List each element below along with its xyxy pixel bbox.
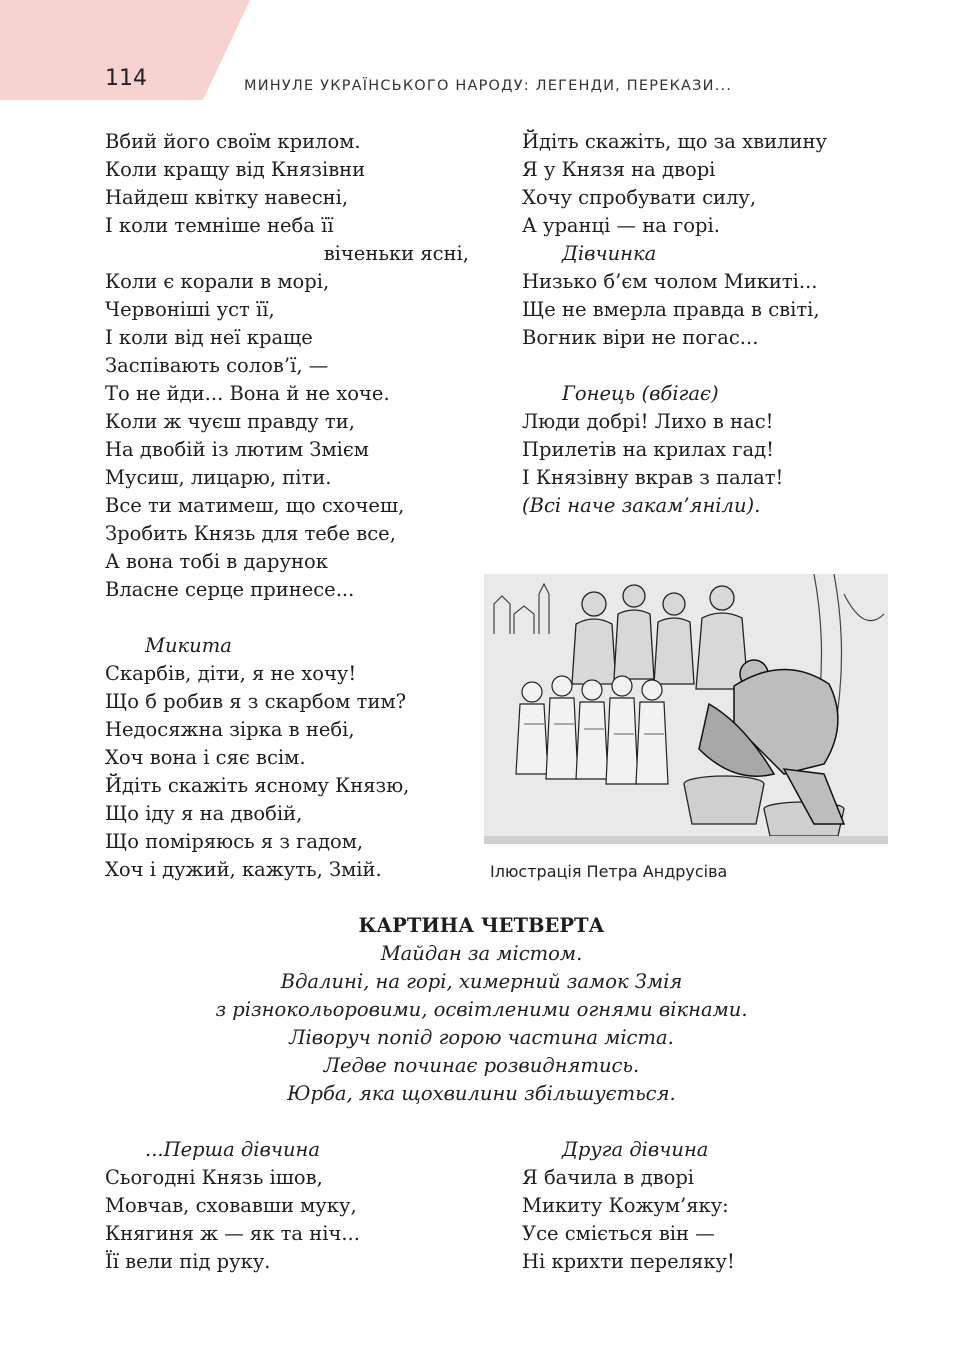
verse-line: Її вели під руку. <box>105 1250 271 1273</box>
verse-line: Скарбів, діти, я не хочу! <box>105 662 357 685</box>
verse-line: Власне серце принесе... <box>105 578 355 601</box>
stage-direction-line: Юрба, яка щохвилини збільшується. <box>287 1082 676 1105</box>
verse-line: А уранці — на горі. <box>522 214 720 237</box>
verse-line: Прилетів на крилах гад! <box>522 438 774 461</box>
verse-line: Коли ж чуєш правду ти, <box>105 410 355 433</box>
stage-direction-line: з різнокольоровими, освітленими огнями вікнами. <box>215 998 748 1021</box>
right-column <box>522 128 922 520</box>
illustration-caption: Ілюстрація Петра Андрусіва <box>490 862 728 881</box>
verse-line: Йдіть скажіть ясному Князю, <box>105 774 410 797</box>
verse-line: Хочу спробувати силу, <box>522 186 757 209</box>
verse-line: Хоч і дужий, кажуть, Змій. <box>105 858 382 881</box>
verse-line: Коли кращу від Князівни <box>105 158 366 181</box>
verse-line: Коли є корали в морі, <box>105 270 330 293</box>
verse-line: Низько б’єм чолом Микиті... <box>522 270 818 293</box>
verse-line: Я у Князя на дворі <box>522 158 716 181</box>
verse-line: Ні крихти переляку! <box>522 1250 735 1273</box>
stage-direction-line: Майдан за містом. <box>380 942 583 965</box>
running-title: МИНУЛЕ УКРАЇНСЬКОГО НАРОДУ: ЛЕГЕНДИ, ПЕРЕКАЗИ... <box>244 78 733 94</box>
verse-line: Княгиня ж — як та ніч... <box>105 1222 360 1245</box>
verse-line: Що поміряюсь я з гадом, <box>105 830 364 853</box>
stage-direction-line: Вдалині, на горі, химерний замок Змія <box>280 970 683 993</box>
speaker-name: Дівчинка <box>562 242 657 265</box>
verse-line: Вбий його своїм крилом. <box>105 130 361 153</box>
verse-line: Зробить Князь для тебе все, <box>105 522 396 545</box>
speaker-name: Друга дівчина <box>562 1138 709 1161</box>
verse-line: Найдеш квітку навесні, <box>105 186 349 209</box>
verse-line: Недосяжна зірка в небі, <box>105 718 355 741</box>
verse-line: І коли від неї краще <box>105 326 313 349</box>
verse-line: Що б робив я з скарбом тим? <box>105 690 407 713</box>
stage-direction-line: Ліворуч попід горою частина міста. <box>289 1026 674 1049</box>
verse-line: І Князівну вкрав з палат! <box>522 466 784 489</box>
page-number: 114 <box>105 66 147 91</box>
stanza-gap <box>522 352 922 380</box>
verse-line: Заспівають солов’ї, — <box>105 354 329 377</box>
verse-line: То не йди... Вона й не хоче. <box>105 382 390 405</box>
verse-line: Вогник віри не погас... <box>522 326 759 349</box>
verse-line: Хоч вона і сяє всім. <box>105 746 306 769</box>
speaker-name: Микита <box>145 634 232 657</box>
verse-line: Мусиш, лицарю, піти. <box>105 466 332 489</box>
verse-line-continuation: віченьки ясні, <box>323 242 469 265</box>
speaker-name: Гонець (вбігає) <box>562 382 719 405</box>
verse-line: Червоніші уст її, <box>105 298 275 321</box>
verse-line: Люди добрі! Лихо в нас! <box>522 410 774 433</box>
stanza-gap <box>105 604 485 632</box>
verse-line: Микиту Кожум’яку: <box>522 1194 729 1217</box>
left-column <box>105 128 485 884</box>
illustration-drawing <box>484 574 888 844</box>
illustration <box>484 574 888 844</box>
bottom-left-column <box>105 1136 485 1276</box>
bottom-right-column <box>522 1136 922 1276</box>
verse-line: Мовчав, сховавши муку, <box>105 1194 357 1217</box>
stage-direction-line: Ледве починає розвиднятись. <box>323 1054 640 1077</box>
verse-line: Я бачила в дворі <box>522 1166 695 1189</box>
scene-block <box>0 912 963 1108</box>
verse-line: Все ти матимеш, що схочеш, <box>105 494 405 517</box>
speaker-name: ...Перша дівчина <box>145 1138 321 1161</box>
scene-heading: КАРТИНА ЧЕТВЕРТА <box>358 914 605 937</box>
verse-line: Ще не вмерла правда в світі, <box>522 298 820 321</box>
verse-line: На двобій із лютим Змієм <box>105 438 369 461</box>
verse-line: І коли темніше неба її <box>105 214 334 237</box>
verse-line: Сьогодні Князь ішов, <box>105 1166 323 1189</box>
verse-line: А вона тобі в дарунок <box>105 550 328 573</box>
verse-line: Йдіть скажіть, що за хвилину <box>522 130 827 153</box>
verse-line: Усе сміється він — <box>522 1222 715 1245</box>
stage-direction: (Всі наче закам’яніли). <box>522 494 761 517</box>
verse-line: Що іду я на двобій, <box>105 802 303 825</box>
